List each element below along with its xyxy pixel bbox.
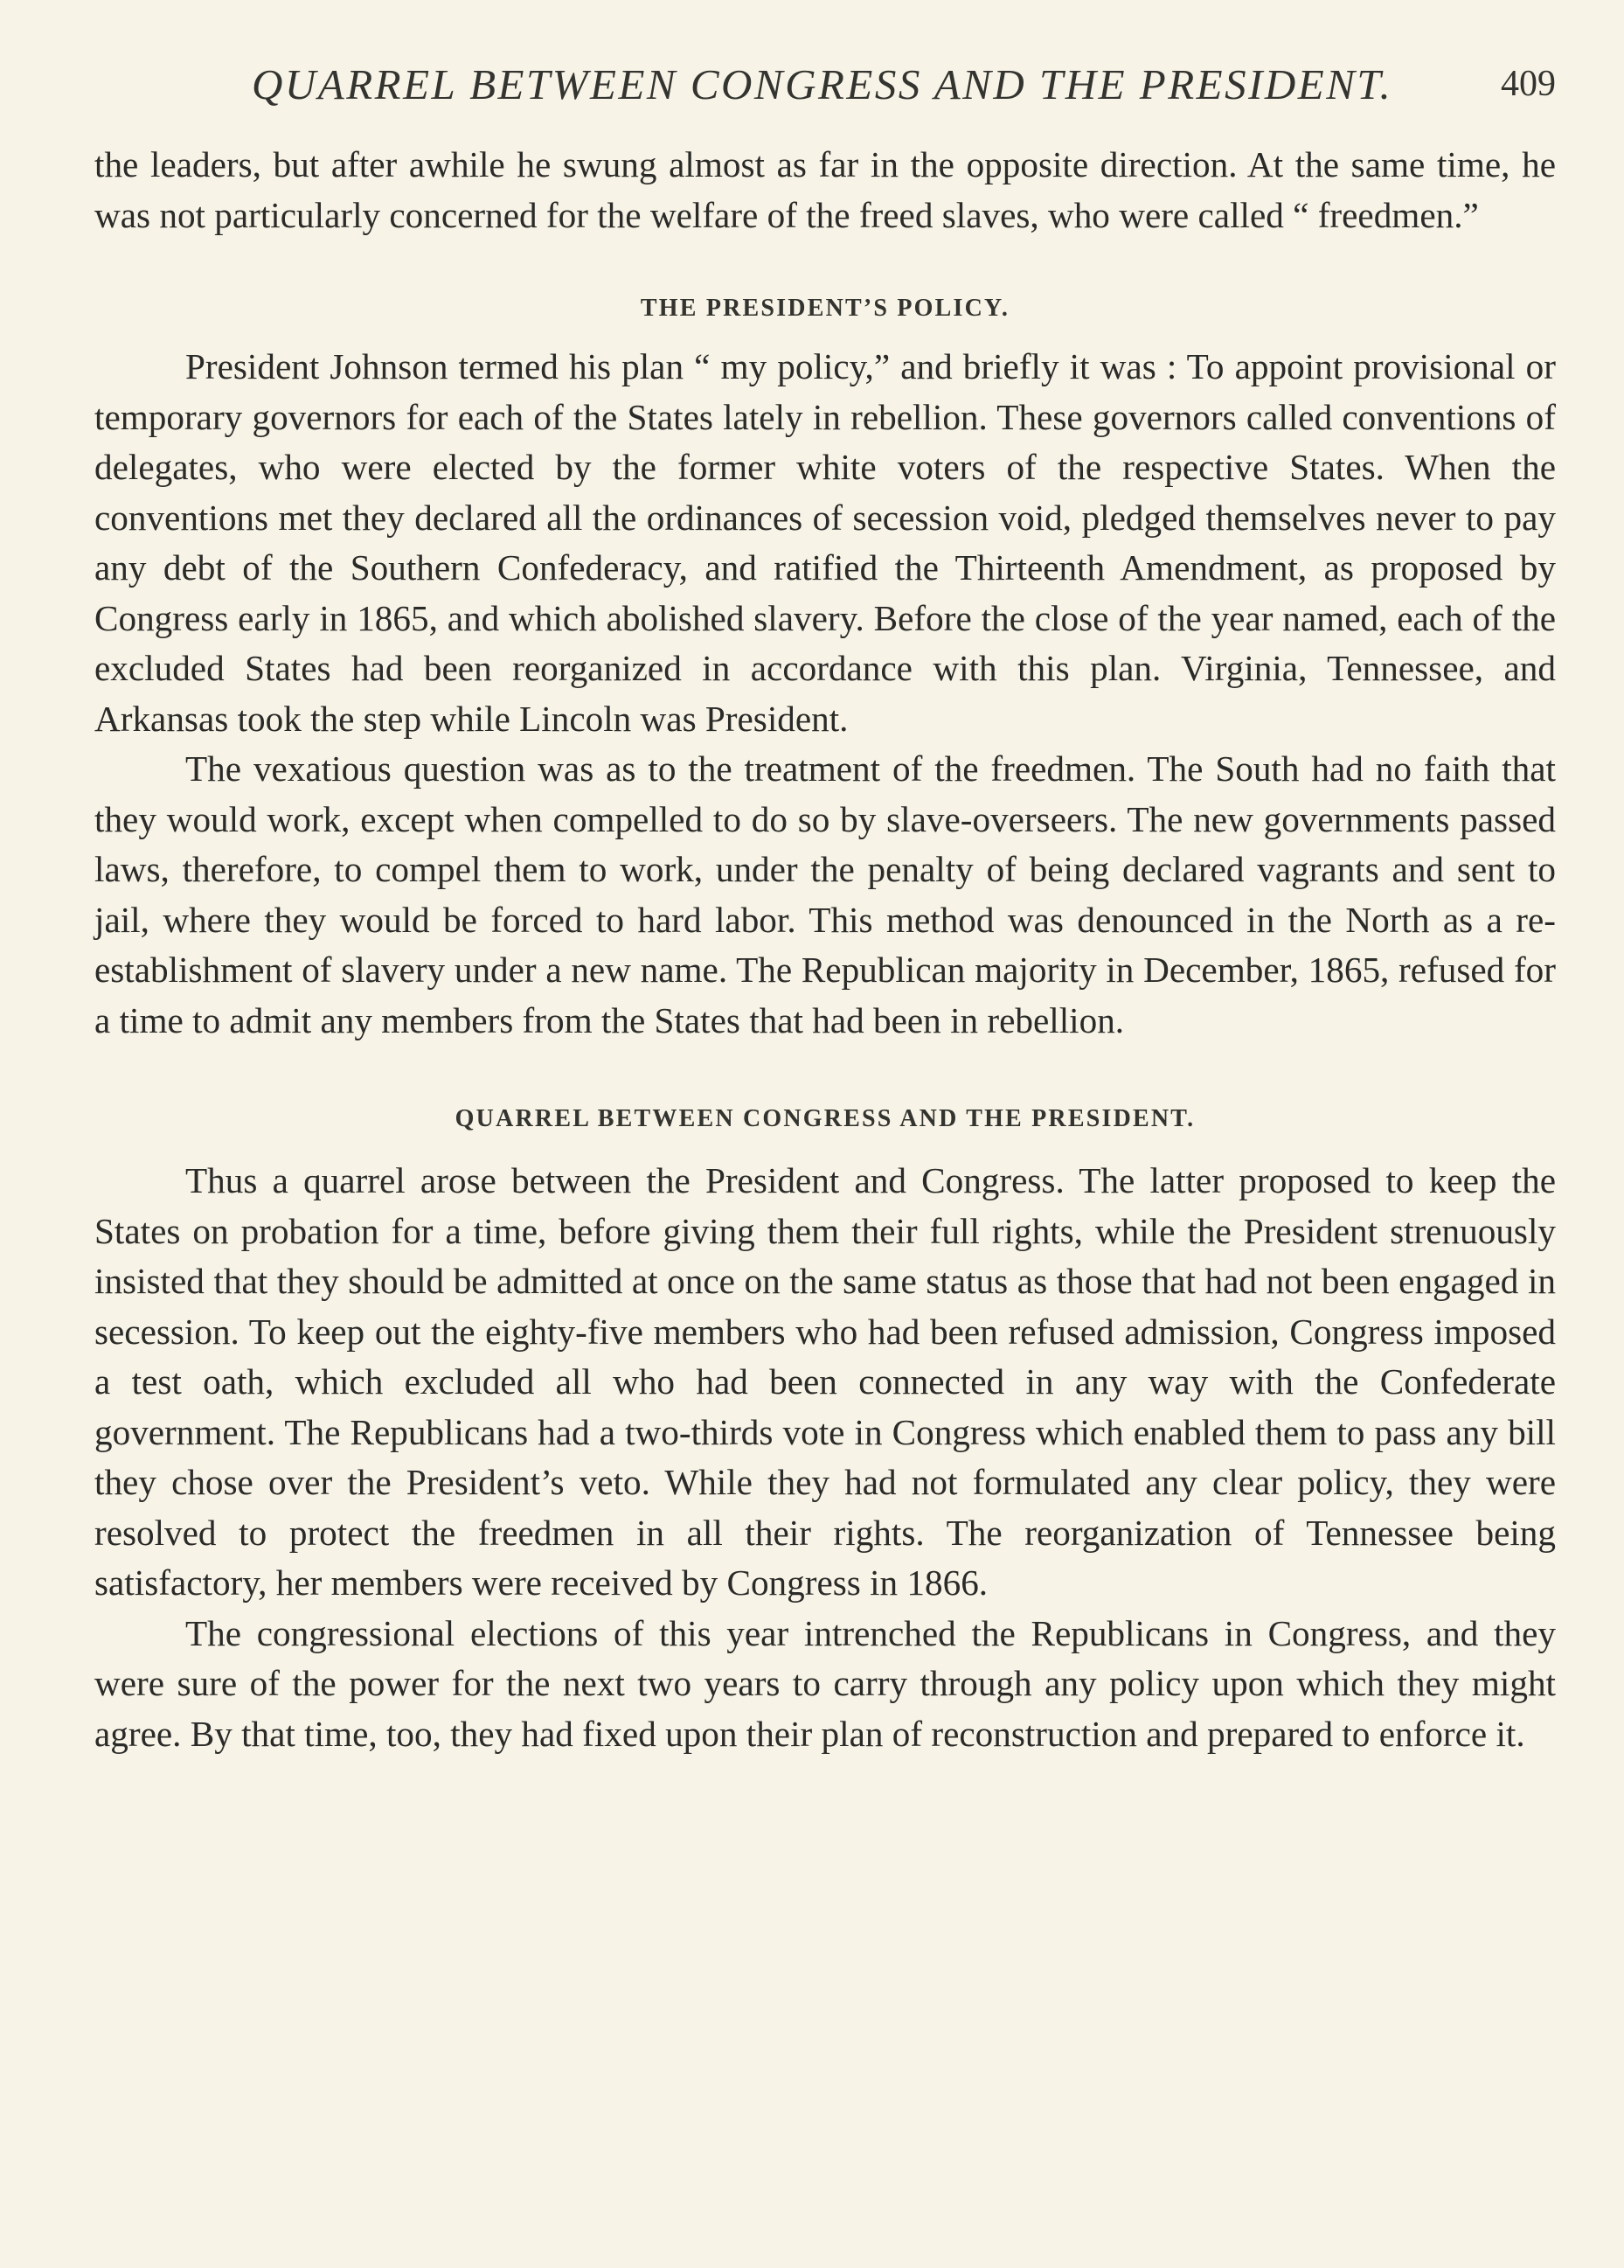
paragraph-freedmen-question: The vexatious question was as to the treatment of the freedmen. The South had no faith that they would work, except when compelled to do so by slave-overseers. The new governments passed laws, therefore, to compel them to work, under the penalty of being declared vagrants and sent to jail, where they would be forced to hard labor. This method was denounced in the North as a re-establishment of slavery under a new name. The Republican majority in December, 1865, refused for a time to admit any members from the States that had been in rebellion. [94,748,1556,1040]
page-body [94,140,1556,1759]
section-heading-quarrel: QUARREL BETWEEN CONGRESS AND THE PRESIDENT. [455,1105,1196,1132]
page-number: 409 [1501,64,1556,104]
running-head [94,59,1556,121]
paragraph-congressional-elections: The congressional elections of this year intrenched the Republicans in Congress, and they were sure of the power for the next two years to carry through any policy upon which they might agree. By that time, too, they had fixed upon their plan of reconstruction and prepared to enforce it. [94,1612,1556,1754]
paragraph-johnson-policy: President Johnson termed his plan “ my policy,” and briefly it was : To appoint provisional or temporary governors for each of the States lately in rebellion. These governors called conventions of delegates, who were elected by the former white voters of the respective States. When the conventions met they declared all the ordinances of secession void, pledged themselves never to pay any debt of the Southern Confederacy, and ratified the Thirteenth Amendment, as proposed by Congress early in 1865, and which abolished slavery. Before the close of the year named, each of the excluded States had been reorganized in accordance with this plan. Virginia, Tennessee, and Arkansas took the step while Lincoln was President. [94,346,1556,739]
paragraph-continued: the leaders, but after awhile he swung almost as far in the opposite direction. At the same time, he was not particularly concerned for the welfare of the freed slaves, who were called “ freedmen.” [94,144,1556,235]
paragraph-quarrel: Thus a quarrel arose between the President and Congress. The latter proposed to keep the States on probation for a time, before giving them their full rights, while the President strenuously insisted that they should be admitted at once on the same status as those that had not been engaged in secession. To keep out the eighty-five members who had been refused admission, Congress imposed a test oath, which excluded all who had been connected in any way with the Confederate government. The Republicans had a two-thirds vote in Congress which enabled them to pass any bill they chose over the President’s veto. While they had not formulated any clear policy, they were resolved to protect the freedmen in all their rights. The reorganization of Tennessee being satisfactory, her members were received by Congress in 1866. [94,1160,1556,1603]
section-heading-presidents-policy: THE PRESIDENT’S POLICY. [640,295,1010,322]
running-title: QUARREL BETWEEN CONGRESS AND THE PRESIDENT. [252,60,1393,108]
